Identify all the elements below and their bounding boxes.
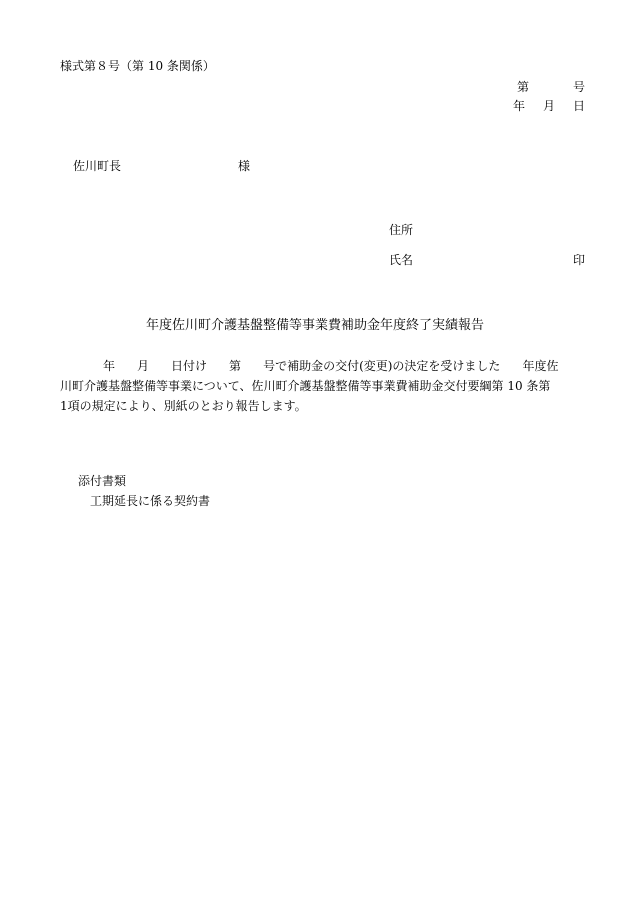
body-number-prefix: 第 xyxy=(229,359,242,373)
address-label: 住所 xyxy=(389,223,414,237)
addressee-honorific: 様 xyxy=(238,159,251,173)
document-number-suffix: 号 xyxy=(572,80,585,94)
attachments-heading: 添付書類 xyxy=(78,474,127,488)
body-decision-text: 号で補助金の交付(変更)の決定を受けました xyxy=(263,359,501,373)
body-line-2: 川町介護基盤整備等事業について、佐川町介護基盤整備等事業費補助金交付要綱第 10 条第 xyxy=(60,379,551,393)
name-label: 氏名 xyxy=(389,253,414,267)
addressee xyxy=(73,159,251,173)
body-day: 日付け xyxy=(171,359,208,373)
document-title: 年度佐川町介護基盤整備等事業費補助金年度終了実績報告 xyxy=(145,318,484,333)
document-date xyxy=(513,100,585,112)
body-paragraph xyxy=(60,356,588,416)
date-month: 月 xyxy=(542,99,555,113)
date-year: 年 xyxy=(512,99,525,113)
body-line-3: 1項の規定により、別紙のとおり報告します。 xyxy=(60,399,307,413)
document-number-prefix: 第 xyxy=(516,80,529,94)
attachment-item: 工期延長に係る契約書 xyxy=(90,494,211,508)
body-fiscal-year: 年度佐 xyxy=(522,359,559,373)
body-line-1 xyxy=(60,356,588,376)
addressee-name: 佐川町長 xyxy=(73,159,122,173)
body-year: 年 xyxy=(103,359,116,373)
seal-mark: 印 xyxy=(572,253,585,267)
name-row xyxy=(389,254,585,266)
body-month: 月 xyxy=(137,359,150,373)
document-number xyxy=(517,81,585,93)
date-day: 日 xyxy=(572,99,585,113)
form-number: 様式第８号（第 10 条関係） xyxy=(60,59,215,73)
